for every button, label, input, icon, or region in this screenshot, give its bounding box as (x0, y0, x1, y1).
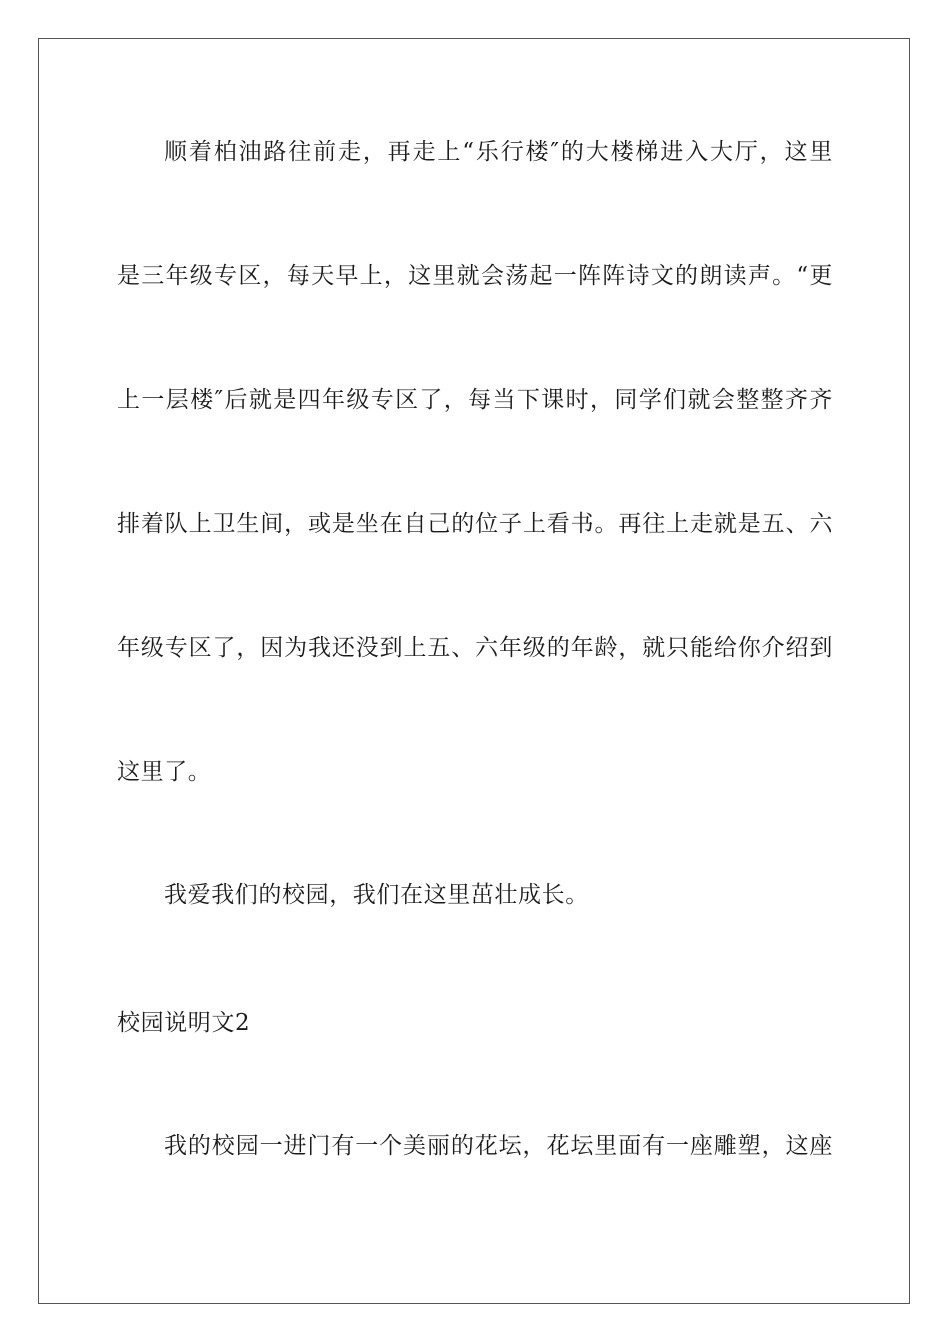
paragraph-line: 我爱我们的校园，我们在这里茁壮成长。 (164, 882, 589, 908)
paragraph-line: 年级专区了，因为我还没到上五、六年级的年龄，就只能给你介绍到 (117, 635, 833, 661)
paragraph-line: 顺着柏油路往前走，再走上“乐行楼″的大楼梯进入大厅，这里 (164, 139, 833, 165)
paragraph-line: 是三年级专区，每天早上，这里就会荡起一阵阵诗文的朗读声。“更 (117, 263, 833, 289)
paragraph-line: 排着队上卫生间，或是坐在自己的位子上看书。再往上走就是五、六 (117, 511, 833, 537)
section-heading: 校园说明文2 (117, 1010, 251, 1036)
paragraph-line: 这里了。 (117, 759, 212, 785)
paragraph-line: 我的校园一进门有一个美丽的花坛，花坛里面有一座雕塑，这座 (164, 1133, 833, 1159)
page-frame (38, 38, 910, 1304)
paragraph-line: 上一层楼″后就是四年级专区了，每当下课时，同学们就会整整齐齐 (117, 387, 833, 413)
